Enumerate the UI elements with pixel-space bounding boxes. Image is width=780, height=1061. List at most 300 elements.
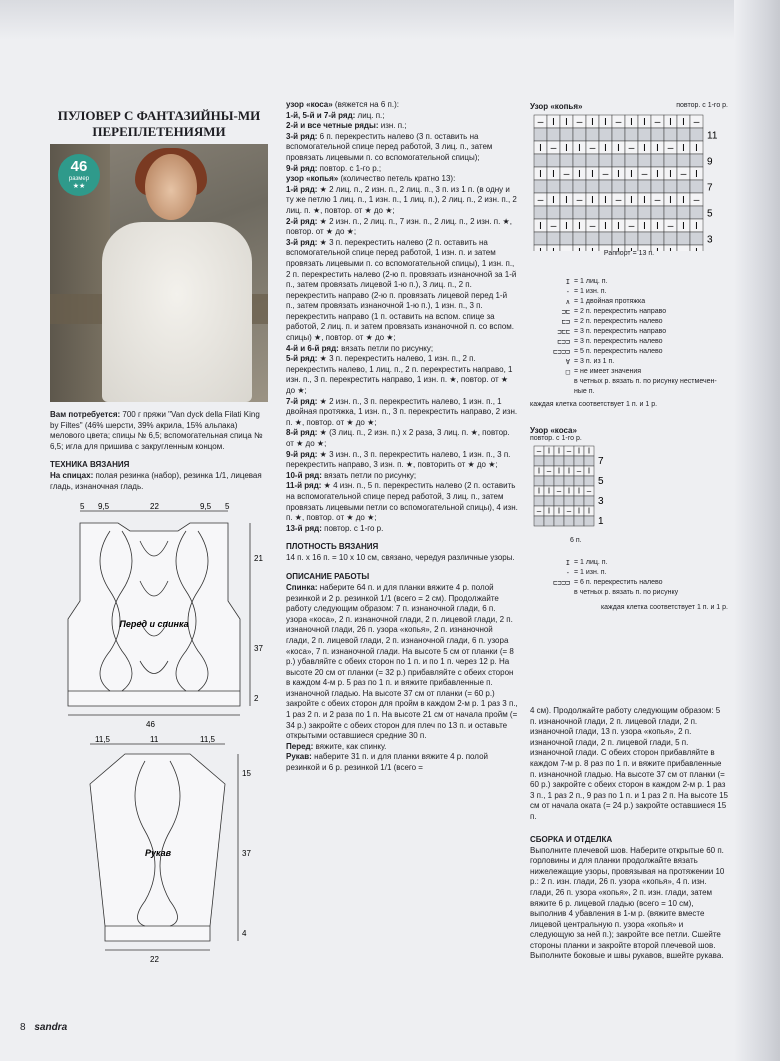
chart-stitch-mark: I bbox=[604, 220, 607, 232]
chart-stitch-mark: I bbox=[669, 194, 672, 206]
chart-stitch-mark: I bbox=[567, 466, 571, 476]
instruction-line: 3-й ряд: 6 п. перекрестить налево (3 п. оставить на вспомогательной спице перед работой, 3 лиц. п., затем провязать лицевыми п. со вспомогательной спицы); bbox=[286, 131, 493, 162]
chart-stitch-mark: – bbox=[550, 220, 557, 232]
chart-stitch-mark bbox=[552, 247, 555, 251]
legend-symbol: I bbox=[565, 278, 570, 286]
chart-cell bbox=[564, 456, 574, 466]
dim-bottom: 46 bbox=[146, 719, 155, 729]
chart-cell bbox=[534, 154, 547, 167]
chart-stitch-mark: I bbox=[656, 142, 659, 154]
chart-row-label: 7 bbox=[707, 182, 713, 194]
legend-text: = 3 п. перекрестить налево bbox=[574, 338, 663, 345]
chart-cell bbox=[534, 128, 547, 141]
chart-cell bbox=[573, 232, 586, 245]
legend-text: = 1 изн. п. bbox=[574, 288, 607, 295]
chart-row-label: 1 bbox=[598, 516, 604, 527]
legend-text: = 1 лиц. п. bbox=[574, 278, 608, 285]
chart-cell bbox=[612, 232, 625, 245]
chart-cell bbox=[586, 232, 599, 245]
instruction-line: 5-й ряд: ★ 3 п. перекрестить налево, 1 изн. п., 2 п. перекрестить налево, 1 лиц. п., 2 п. перекрестить направо, 1 изн. п., 3 п. перекрестить направо, 1 изн. п. ★, повтор. от ★ до ★; bbox=[286, 354, 513, 396]
instruction-line: 13-й ряд: повтор. с 1-го р. bbox=[286, 523, 384, 533]
legend-text: = не имеет значения bbox=[574, 368, 642, 375]
chart-stitch-mark bbox=[578, 247, 581, 251]
legend-text: = 6 п. перекрестить налево bbox=[574, 579, 663, 586]
chart-stitch-mark: I bbox=[539, 142, 542, 154]
chart-stitch-mark: I bbox=[656, 168, 659, 180]
chart-cell bbox=[690, 206, 703, 219]
size-badge bbox=[58, 154, 100, 196]
legend-text: = 5 п. перекрестить налево bbox=[574, 348, 663, 355]
instruction-line: 1-й ряд: ★ 2 лиц. п., 2 изн. п., 2 лиц. п., 3 п. из 1 п. (в одну и ту же петлю 1 лиц. п., 1 изн. п., 1 лиц. п.), 2 лиц. п., 2 изн. п., 2 лиц. п. ★, повтор. от ★ до ★; bbox=[286, 184, 517, 215]
chart-cell bbox=[677, 206, 690, 219]
chart-stitch-mark: I bbox=[682, 142, 685, 154]
chart-cell bbox=[664, 128, 677, 141]
chart-stitch-mark: I bbox=[552, 194, 555, 206]
chart-stitch-mark: I bbox=[537, 466, 541, 476]
chart-cell bbox=[584, 476, 594, 486]
chart-stitch-mark: I bbox=[604, 142, 607, 154]
legend-symbol: ∀ bbox=[565, 358, 570, 366]
chart-cell bbox=[651, 128, 664, 141]
chart-stitch-mark: I bbox=[630, 168, 633, 180]
chart-cell bbox=[534, 206, 547, 219]
chart-cell bbox=[586, 128, 599, 141]
legend-text: = 3 п. из 1 п. bbox=[574, 358, 615, 365]
chart-cell bbox=[677, 154, 690, 167]
chart-cell bbox=[625, 128, 638, 141]
column-right-continued bbox=[530, 706, 728, 962]
instruction-line: 8-й ряд: ★ (3 лиц. п., 2 изн. п.) x 2 раза, 3 лиц. п. ★, повтор. от ★ до ★; bbox=[286, 428, 510, 448]
chart-stitch-mark: – bbox=[586, 486, 592, 496]
sleeve-dim-top-3: 11,5 bbox=[200, 735, 215, 744]
sleeve-schematic bbox=[50, 736, 268, 966]
kopya-legend bbox=[530, 277, 728, 397]
legend-row bbox=[530, 588, 728, 598]
chart-cell bbox=[554, 496, 564, 506]
chart-cell bbox=[573, 206, 586, 219]
chart-cell bbox=[651, 232, 664, 245]
legend-row bbox=[530, 337, 728, 347]
chart-stitch-mark: I bbox=[587, 466, 591, 476]
chart-stitch-mark: I bbox=[695, 168, 698, 180]
chart-cell bbox=[560, 206, 573, 219]
instruction-line: 10-й ряд: вязать петли по рисунку; bbox=[286, 470, 417, 480]
legend-symbol: ⊐⊏⊏ bbox=[557, 328, 570, 336]
chart-cell bbox=[547, 206, 560, 219]
chart-cell bbox=[544, 476, 554, 486]
chart-stitch-mark: I bbox=[547, 506, 551, 516]
chart-stitch-mark: I bbox=[643, 220, 646, 232]
article-title: ПУЛОВЕР С ФАНТАЗИЙНЫ-МИ ПЕРЕПЛЕТЕНИЯМИ bbox=[57, 108, 261, 139]
chart-stitch-mark: – bbox=[576, 116, 583, 128]
technique-text: На спицах: полая резинка (набор), резинка 1/1, лицевая гладь, изнаночная гладь. bbox=[50, 471, 262, 491]
legend-text: = 3 п. перекрестить направо bbox=[574, 328, 667, 335]
legend-text: в четных р. вязать п. по рисунку bbox=[574, 589, 679, 596]
legend-row bbox=[530, 327, 728, 337]
chart-stitch-mark: – bbox=[550, 142, 557, 154]
chart-stitch-mark: I bbox=[565, 220, 568, 232]
chart-stitch-mark: I bbox=[617, 168, 620, 180]
chart-stitch-mark: I bbox=[577, 506, 581, 516]
chart-stitch-mark: I bbox=[604, 194, 607, 206]
page-number: 8 bbox=[20, 1022, 26, 1033]
chart-stitch-mark: I bbox=[578, 220, 581, 232]
legend-symbol: ∧ bbox=[565, 298, 570, 306]
kopya-repeat: Раппорт = 13 п. bbox=[603, 250, 655, 257]
chart-stitch-mark: I bbox=[557, 466, 561, 476]
chart-stitch-mark bbox=[564, 247, 570, 251]
column-right bbox=[530, 100, 728, 611]
legend-symbol bbox=[530, 588, 574, 598]
chart-stitch-mark: – bbox=[654, 194, 661, 206]
instruction-line: 9-й ряд: повтор. с 1-го р.; bbox=[286, 163, 382, 173]
instruction-line: 4-й и 6-й ряд: вязать петли по рисунку; bbox=[286, 343, 434, 353]
chart-stitch-mark: – bbox=[615, 194, 622, 206]
chart-stitch-mark: I bbox=[617, 142, 620, 154]
chart-cell bbox=[584, 496, 594, 506]
page-fold bbox=[734, 0, 780, 1061]
chart-cell bbox=[547, 154, 560, 167]
chart-stitch-mark: I bbox=[643, 116, 646, 128]
chart-stitch-mark: – bbox=[546, 466, 552, 476]
chart-stitch-mark: – bbox=[566, 506, 572, 516]
density-heading: ПЛОТНОСТЬ ВЯЗАНИЯ bbox=[286, 542, 379, 552]
chart-stitch-mark: I bbox=[604, 116, 607, 128]
chart-cell bbox=[625, 206, 638, 219]
dim-top-mid: 22 bbox=[150, 501, 159, 511]
instruction-line: 9-й ряд: ★ 3 изн. п., 3 п. перекрестить налево, 1 изн. п., 3 п. перекрестить направо, 3 изн. п. ★, повторить от ★ до ★; bbox=[286, 449, 511, 470]
sleeve-label: Рукав bbox=[144, 847, 172, 858]
chart-cell bbox=[544, 496, 554, 506]
chart-stitch-mark: – bbox=[680, 168, 687, 180]
column-middle bbox=[286, 100, 518, 774]
chart-cell bbox=[544, 456, 554, 466]
legend-row bbox=[530, 558, 728, 568]
assembly-heading: СБОРКА И ОТДЕЛКА bbox=[530, 834, 613, 844]
chart-cell bbox=[664, 232, 677, 245]
legend-text: ные п. bbox=[574, 388, 595, 395]
legend-row bbox=[530, 578, 728, 588]
sleeve-instructions: Рукав: наберите 31 п. и для планки вяжите 4 р. полой резинкой и 6 р. резинкой 1/1 (всего = bbox=[286, 752, 488, 773]
chart-cell bbox=[625, 180, 638, 193]
technique-heading: ТЕХНИКА ВЯЗАНИЯ bbox=[50, 460, 130, 470]
chart-cell bbox=[651, 206, 664, 219]
chart-cell bbox=[599, 128, 612, 141]
dim-top-1: 5 bbox=[80, 501, 85, 511]
chart-cell bbox=[638, 154, 651, 167]
chart-stitch-mark: I bbox=[643, 142, 646, 154]
instruction-line: 2-й и все четные ряды: изн. п.; bbox=[286, 121, 407, 131]
chart-stitch-mark: I bbox=[578, 168, 581, 180]
kopya-chart-header bbox=[530, 102, 728, 111]
chart-stitch-mark: I bbox=[643, 194, 646, 206]
chart-stitch-mark: I bbox=[552, 116, 555, 128]
chart-cell bbox=[554, 476, 564, 486]
sleeve-dim-top-2: 11 bbox=[150, 735, 159, 744]
sleeve-dim-right-3: 4 bbox=[242, 928, 247, 938]
chart-stitch-mark: I bbox=[695, 142, 698, 154]
legend-row bbox=[530, 297, 728, 307]
legend-symbol: I bbox=[565, 559, 570, 567]
chart-cell bbox=[584, 516, 594, 526]
materials-text: Вам потребуется: 700 г пряжи "Van dyck della Filati King by Filtes" (46% шерсти, 39% акрила, 15% альпака) мелового цвета; спицы № 6,5; вспомогательная спица № 6,5; игла для пришива с закругленным концом. bbox=[50, 410, 263, 451]
chart-stitch-mark: I bbox=[630, 194, 633, 206]
chart-cell bbox=[573, 154, 586, 167]
legend-symbol: ⊐⊏ bbox=[561, 308, 570, 316]
chart-stitch-mark: – bbox=[537, 194, 544, 206]
chart-stitch-mark: I bbox=[567, 486, 571, 496]
chart-cell bbox=[560, 128, 573, 141]
kopya-chart-title: Узор «копья» bbox=[530, 102, 583, 111]
kopya-chart-note: повтор. с 1-го р. bbox=[676, 102, 728, 109]
chart-stitch-mark: I bbox=[565, 194, 568, 206]
size-number: 46 bbox=[70, 158, 88, 175]
chart-cell bbox=[690, 180, 703, 193]
legend-symbol: - bbox=[565, 288, 570, 296]
legend-symbol: □ bbox=[565, 368, 570, 376]
chart-cell bbox=[599, 232, 612, 245]
chart-stitch-mark: I bbox=[682, 116, 685, 128]
chart-stitch-mark: I bbox=[539, 168, 542, 180]
sleeve-dim-bottom: 22 bbox=[150, 954, 159, 964]
chart-cell bbox=[574, 456, 584, 466]
chart-stitch-mark: – bbox=[602, 168, 609, 180]
instruction-line: 1-й, 5-й и 7-й ряд: лиц. п.; bbox=[286, 110, 385, 120]
legend-row bbox=[530, 568, 728, 578]
chart-stitch-mark: I bbox=[591, 116, 594, 128]
chart-cell bbox=[651, 154, 664, 167]
chart-cell bbox=[638, 232, 651, 245]
instruction-line: 7-й ряд: ★ 2 изн. п., 3 п. перекрестить налево, 1 изн. п., 1 двойная протяжка, 1 изн. п., 3 п. перекрестить направо, 2 изн. п. ★, повтор. от ★ до ★; bbox=[286, 396, 518, 427]
chart-cell bbox=[677, 232, 690, 245]
chart-stitch-mark: I bbox=[587, 446, 591, 456]
difficulty-stars: ★★ bbox=[72, 183, 86, 190]
chart-stitch-mark: – bbox=[589, 220, 596, 232]
instruction-line: 11-й ряд: ★ 4 изн. п., 5 п. перекрестить налево (2 п. оставить на вспомогательной спице перед работой, 3 лиц. п., затем провязать лицевыми петли со вспомогательной спицы), 4 изн. п. ★, повтор. от ★ до ★; bbox=[286, 481, 518, 523]
chart-stitch-mark: I bbox=[591, 168, 594, 180]
chart-row-label: 9 bbox=[707, 156, 713, 168]
chart-stitch-mark: I bbox=[587, 506, 591, 516]
legend-text: = 1 двойная протяжка bbox=[574, 298, 646, 305]
chart-cell bbox=[638, 128, 651, 141]
assembly-text: Выполните плечевой шов. Наберите открытые 60 п. горловины и для планки продолжайте вязать нижележащие узоры, провязывая на протяжении 10 р.: 2 п. изн. глади, 26 п. узора «копья», 4 п. изн. глади, 26 п. узора «копья», 2 п. изн. глади, затем вяжите 6 р. лицевой гладью (всего = 10 см), выполнив 4 убавления в 1-м р. (вяжите вместе лицевой центральную п. узора «копья» и следующую за ней п.); закройте все петли. Сшейте стороны планки и закройте второй плечевой шов. Выполните боковые и швы рукавов, вшейте рукава. bbox=[530, 845, 725, 961]
chart-stitch-mark: I bbox=[539, 220, 542, 232]
front-back-schematic bbox=[50, 501, 268, 731]
chart-stitch-mark: – bbox=[576, 194, 583, 206]
chart-stitch-mark: – bbox=[628, 142, 635, 154]
chart-cell bbox=[651, 180, 664, 193]
kosa-legend bbox=[530, 558, 728, 598]
chart-cell bbox=[690, 232, 703, 245]
instruction-line: 3-й ряд: ★ 3 п. перекрестить налево (2 п. оставить на вспомогательной спице перед работой, 1 изн. п. и затем провязать лицевыми п. со вспомогательной спицы), 1 изн. п., 2 п. перекрестить налево (2-ю п. провязать изнаночной за 1-й п., затем провязать лицевой 1-ю п.), 3 лиц. п., 2 п. перекрестить направо (2-ю п. провязать лицевой перед 1-й п., затем провязать изнаночной 1-ю п.), 1 изн. п., 3 п. перекрестить направо (1 п. оставить на вспом. спице за работой, 2 лиц. п. и затем провязать изнаночной п. со вспом. спицы) ★, повтор. от ★ до ★; bbox=[286, 237, 517, 343]
kosa-chart-title: Узор «коса» bbox=[530, 426, 577, 435]
sleeve-dim-right-1: 15 bbox=[242, 768, 251, 778]
legend-row bbox=[530, 347, 728, 357]
chart-cell bbox=[612, 154, 625, 167]
instruction-line: узор «копья» (количество петель кратно 13): bbox=[286, 174, 456, 184]
sleeve-continued-text: 4 см). Продолжайте работу следующим образом: 5 п. изнаночной глади, 2 п. лицевой глади, 2 п. изнаночной глади, 13 п. узора «копья», 2 п. изнаночной глади, 2 п. лицевой глади, 5 п. изнаночной глади. С обеих сторон прибавляйте в каждом 7-м р. 8 раз по 1 п. и вяжите прибавленные п. изнаночной гладью. На высоте 37 см от планки (= 60 р.) закройте с обеих сторон в каждом 2-м р. 1 раз 3 п., 1 раз 2 п., 9 раз по 1 п. и 1 раз 2 п. На высоте 15 см от начала оката (= 24 р.) закройте оставшиеся 15 п. bbox=[530, 706, 729, 821]
chart-stitch-mark: – bbox=[693, 116, 700, 128]
model-photo bbox=[50, 144, 268, 402]
chart-cell bbox=[690, 128, 703, 141]
chart-cell bbox=[573, 180, 586, 193]
chart-cell bbox=[560, 232, 573, 245]
chart-cell bbox=[599, 180, 612, 193]
legend-row bbox=[530, 277, 728, 287]
photo-sweater bbox=[102, 222, 252, 402]
chart-stitch-mark: I bbox=[578, 142, 581, 154]
chart-cell bbox=[574, 476, 584, 486]
chart-cell bbox=[612, 206, 625, 219]
chart-cell bbox=[638, 180, 651, 193]
chart-stitch-mark bbox=[669, 247, 672, 251]
chart-row-label: 11 bbox=[707, 130, 718, 142]
chart-cell bbox=[664, 180, 677, 193]
work-heading: ОПИСАНИЕ РАБОТЫ bbox=[286, 571, 370, 581]
chart-cell bbox=[586, 180, 599, 193]
kopya-chart bbox=[530, 111, 728, 251]
chart-stitch-mark: – bbox=[654, 116, 661, 128]
chart-stitch-mark: – bbox=[615, 116, 622, 128]
legend-row bbox=[530, 367, 728, 377]
legend-symbol bbox=[530, 387, 574, 397]
chart-cell bbox=[599, 154, 612, 167]
chart-cell bbox=[534, 496, 544, 506]
chart-stitch-mark: I bbox=[630, 116, 633, 128]
chart-cell bbox=[612, 128, 625, 141]
chart-stitch-mark: – bbox=[556, 486, 562, 496]
legend-symbol: ⊏⊐⊐ bbox=[557, 338, 570, 346]
magazine-brand: sandra bbox=[34, 1022, 68, 1033]
chart-stitch-mark: I bbox=[682, 194, 685, 206]
chart-cell bbox=[534, 476, 544, 486]
chart-stitch-mark: I bbox=[557, 446, 561, 456]
legend-symbol: - bbox=[565, 569, 570, 577]
chart-stitch-mark bbox=[591, 247, 594, 251]
chart-row-label: 5 bbox=[598, 476, 604, 487]
chart-stitch-mark: I bbox=[557, 506, 561, 516]
kosa-chart-note: повтор. с 1-го р. bbox=[530, 435, 582, 442]
chart-cell bbox=[584, 456, 594, 466]
chart-stitch-mark: – bbox=[667, 142, 674, 154]
chart-cell bbox=[564, 496, 574, 506]
legend-symbol: ⊏⊐⊐⊐ bbox=[553, 348, 570, 356]
chart-stitch-mark: – bbox=[693, 194, 700, 206]
chart-cell bbox=[677, 180, 690, 193]
chart-stitch-mark: – bbox=[536, 506, 542, 516]
chart-stitch-mark: I bbox=[695, 220, 698, 232]
chart-stitch-mark: I bbox=[669, 168, 672, 180]
kosa-cell-note: каждая клетка соответствует 1 п. и 1 р. bbox=[600, 604, 728, 611]
chart-stitch-mark bbox=[695, 247, 698, 251]
sleeve-dim-top-1: 11,5 bbox=[95, 735, 110, 744]
legend-row bbox=[530, 307, 728, 317]
front-instructions: Перед: вяжите, как спинку. bbox=[286, 741, 387, 751]
kosa-chart bbox=[530, 442, 650, 532]
chart-cell bbox=[564, 476, 574, 486]
legend-text: = 1 лиц. п. bbox=[574, 559, 608, 566]
chart-stitch-mark: I bbox=[591, 194, 594, 206]
density-text: 14 п. х 16 п. = 10 х 10 см, связано, чередуя различные узоры. bbox=[286, 553, 515, 563]
legend-row bbox=[530, 357, 728, 367]
chart-stitch-mark: – bbox=[576, 466, 582, 476]
chart-cell bbox=[534, 232, 547, 245]
chart-cell bbox=[547, 180, 560, 193]
chart-stitch-mark: I bbox=[565, 116, 568, 128]
chart-cell bbox=[554, 516, 564, 526]
legend-text: = 2 п. перекрестить направо bbox=[574, 308, 667, 315]
chart-stitch-mark: I bbox=[656, 220, 659, 232]
chart-row-label: 5 bbox=[707, 208, 713, 220]
kosa-chart-header bbox=[530, 426, 728, 435]
chart-stitch-mark: – bbox=[566, 446, 572, 456]
dim-right-2: 37 bbox=[254, 643, 263, 653]
chart-stitch-mark bbox=[539, 247, 542, 251]
chart-cell bbox=[544, 516, 554, 526]
chart-stitch-mark: I bbox=[552, 168, 555, 180]
chart-cell bbox=[625, 154, 638, 167]
kopya-cell-note: каждая клетка соответствует 1 п. и 1 р. bbox=[530, 401, 658, 408]
chart-stitch-mark bbox=[656, 247, 659, 251]
chart-cell bbox=[560, 154, 573, 167]
legend-text: в четных р. вязать п. по рисунку нестмечен- bbox=[574, 378, 717, 385]
chart-stitch-mark bbox=[681, 247, 687, 251]
chart-cell bbox=[534, 180, 547, 193]
chart-cell bbox=[547, 128, 560, 141]
dim-top-5: 5 bbox=[225, 501, 230, 511]
chart-row-label: 7 bbox=[598, 456, 604, 467]
chart-cell bbox=[574, 516, 584, 526]
chart-stitch-mark: I bbox=[547, 446, 551, 456]
legend-text: = 2 п. перекрестить налево bbox=[574, 318, 663, 325]
instruction-line: 2-й ряд: ★ 2 изн. п., 2 лиц. п., 7 изн. п., 2 лиц. п., 2 изн. п. ★, повтор. от ★ до ★; bbox=[286, 216, 512, 237]
chart-stitch-mark: – bbox=[667, 220, 674, 232]
chart-stitch-mark: – bbox=[563, 168, 570, 180]
legend-row bbox=[530, 377, 728, 387]
dim-top-2: 9,5 bbox=[98, 501, 110, 511]
photo-head bbox=[145, 154, 197, 220]
chart-cell bbox=[625, 232, 638, 245]
chart-stitch-mark: I bbox=[537, 486, 541, 496]
chart-cell bbox=[599, 206, 612, 219]
legend-row bbox=[530, 287, 728, 297]
chart-stitch-mark: – bbox=[628, 220, 635, 232]
chart-stitch-mark: – bbox=[536, 446, 542, 456]
sleeve-dim-right-2: 37 bbox=[242, 848, 251, 858]
legend-symbol: ⊏⊐⊐⊐ bbox=[553, 579, 570, 587]
chart-cell bbox=[574, 496, 584, 506]
chart-cell bbox=[677, 128, 690, 141]
chart-stitch-mark: – bbox=[641, 168, 648, 180]
chart-stitch-mark: I bbox=[617, 220, 620, 232]
dim-right-1: 21 bbox=[254, 553, 263, 563]
chart-cell bbox=[638, 206, 651, 219]
chart-cell bbox=[554, 456, 564, 466]
legend-row bbox=[530, 387, 728, 397]
page-footer bbox=[20, 1022, 67, 1033]
chart-cell bbox=[586, 154, 599, 167]
chart-cell bbox=[564, 516, 574, 526]
chart-cell bbox=[534, 456, 544, 466]
chart-stitch-mark: I bbox=[577, 446, 581, 456]
back-instructions: Спинка: наберите 64 п. и для планки вяжите 4 р. полой резинкой и 2 р. резинкой 1/1 (всего = 2 см). Продолжайте работу следующим образом: 7 п. изнаночной глади, 6 п. узора «коса», 2 п. изнаночной глади, 2 п. лицевой глади, 2 п. изнаночной глади, 26 п. узора «копья», 2 п. изнаночной глади, 2 п. лицевой глади, 2 п. изнаночной глади, 6 п. узора «коса», 7 п. изнаночной глади. На высоте 5 см от планки (= 8 р.) убавляйте с обеих сторон по 1 п. и по 1 п. через 12 р. На высоте 20 см от планки (= 32 р.) прибавляйте с обеих сторон в каждом 4-м р. 5 раз по 1 п. и вяжите прибавленные п. изнаночной гладью. На высоте 37 см от планки (= 60 р.) закройте с обеих сторон для пройм в каждом 2-м р. 1 раз 3 п., 1 раз 2 п. и 2 раза по 1 п. На высоте 21 см от начала пройм (= 34 р.) закройте с обеих сторон для плеч по 13 п. и оставьте открытыми оставшиеся средние 30 п. bbox=[286, 582, 518, 741]
legend-symbol bbox=[530, 377, 574, 387]
legend-row bbox=[530, 317, 728, 327]
chart-stitch-mark: – bbox=[537, 116, 544, 128]
chart-cell bbox=[690, 154, 703, 167]
chart-cell bbox=[664, 154, 677, 167]
chart-cell bbox=[612, 180, 625, 193]
